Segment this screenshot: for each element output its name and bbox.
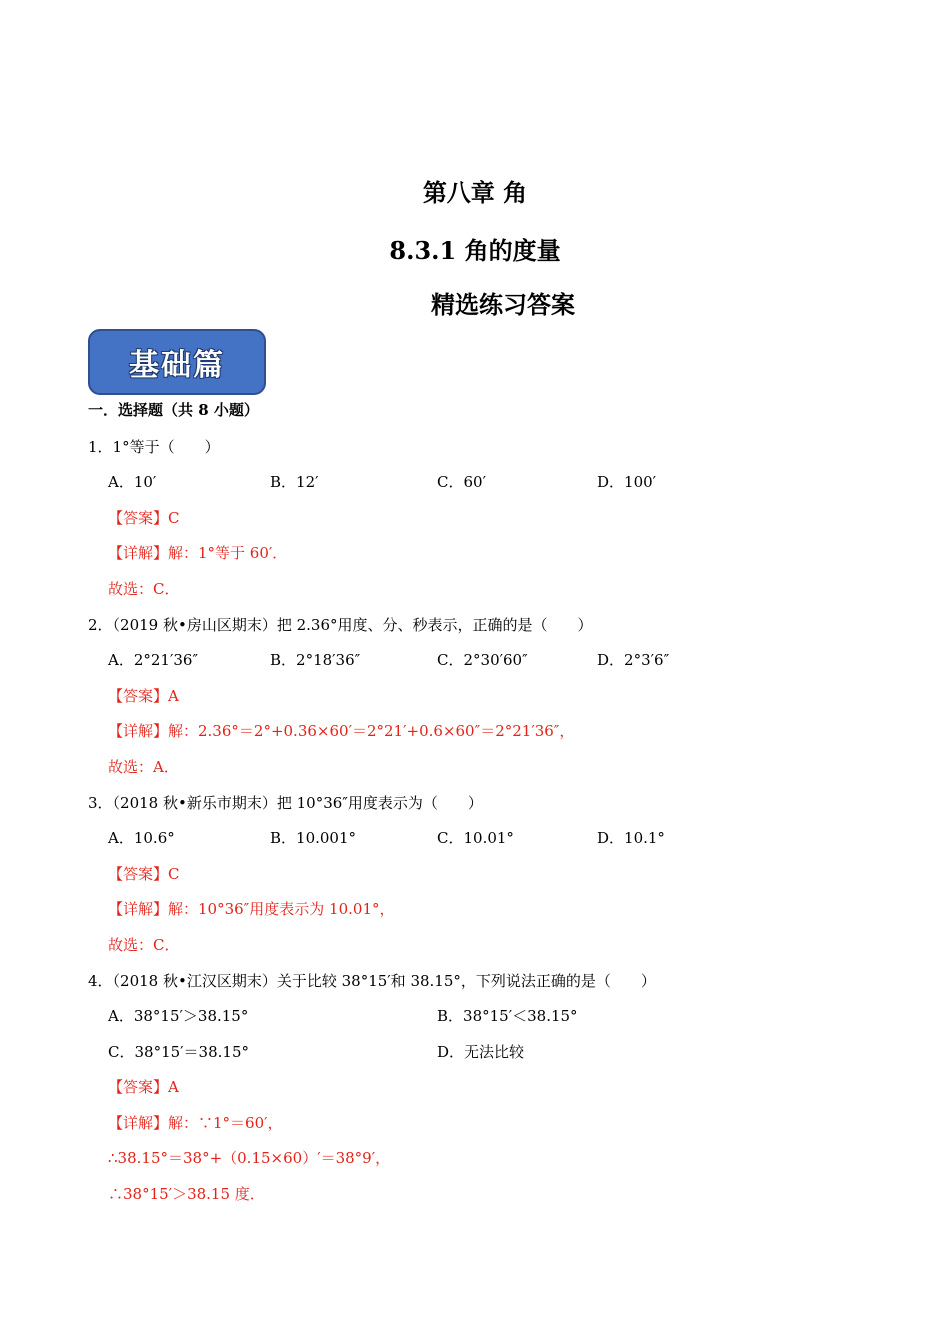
option-d: D．2°3′6″ xyxy=(597,651,670,669)
conclusion: 故选：A． xyxy=(108,758,179,776)
option-a: A．38°15′＞38.15° xyxy=(108,1007,249,1025)
section-title: 8.3.1 角的度量 xyxy=(389,236,561,265)
level-badge: 基础篇 xyxy=(88,329,266,395)
conclusion: 故选：C． xyxy=(108,936,180,954)
option-a: A．10.6° xyxy=(108,829,175,847)
option-c: C．60′ xyxy=(437,473,486,491)
answer: 【答案】A xyxy=(108,1078,179,1096)
page-subtitle: 精选练习答案 xyxy=(431,290,575,319)
option-d: D．10.1° xyxy=(597,829,665,847)
option-c: C．2°30′60″ xyxy=(437,651,528,669)
option-a: A．2°21′36″ xyxy=(108,651,199,669)
detail-line: 【详解】解：10°36″用度表示为 10.01°， xyxy=(108,900,395,918)
detail-line: 【详解】解：∵1°＝60′， xyxy=(108,1114,283,1132)
question-stem: 4．（2018 秋•江汉区期末）关于比较 38°15′和 38.15°，下列说法正确的是（ ） xyxy=(88,972,656,990)
detail-line: ∴38°15′＞38.15 度． xyxy=(108,1185,265,1203)
option-d: D．无法比较 xyxy=(437,1043,525,1061)
option-b: B．10.001° xyxy=(270,829,357,847)
option-c: C．38°15′＝38.15° xyxy=(108,1043,249,1061)
question-stem: 3．（2018 秋•新乐市期末）把 10°36″用度表示为（ ） xyxy=(88,794,483,812)
conclusion: 故选：C． xyxy=(108,580,180,598)
chapter-title: 第八章 角 xyxy=(422,178,528,207)
part-title: 一．选择题（共 8 小题） xyxy=(88,401,259,419)
option-b: B．2°18′36″ xyxy=(270,651,361,669)
option-b: B．38°15′＜38.15° xyxy=(437,1007,578,1025)
option-c: C．10.01° xyxy=(437,829,514,847)
detail-line: 【详解】解：1°等于 60′． xyxy=(108,544,288,562)
answer: 【答案】C xyxy=(108,865,180,883)
detail-line: 【详解】解：2.36°＝2°+0.36×60′＝2°21′+0.6×60″＝2°21′36″， xyxy=(108,722,575,740)
option-b: B．12′ xyxy=(270,473,319,491)
answer: 【答案】A xyxy=(108,687,179,705)
detail-line: ∴38.15°＝38°+（0.15×60）′＝38°9′， xyxy=(108,1149,391,1167)
option-d: D．100′ xyxy=(597,473,657,491)
question-stem: 2．（2019 秋•房山区期末）把 2.36°用度、分、秒表示，正确的是（ ） xyxy=(88,616,593,634)
question-stem: 1．1°等于（ ） xyxy=(88,438,220,456)
answer: 【答案】C xyxy=(108,509,180,527)
option-a: A．10′ xyxy=(108,473,157,491)
